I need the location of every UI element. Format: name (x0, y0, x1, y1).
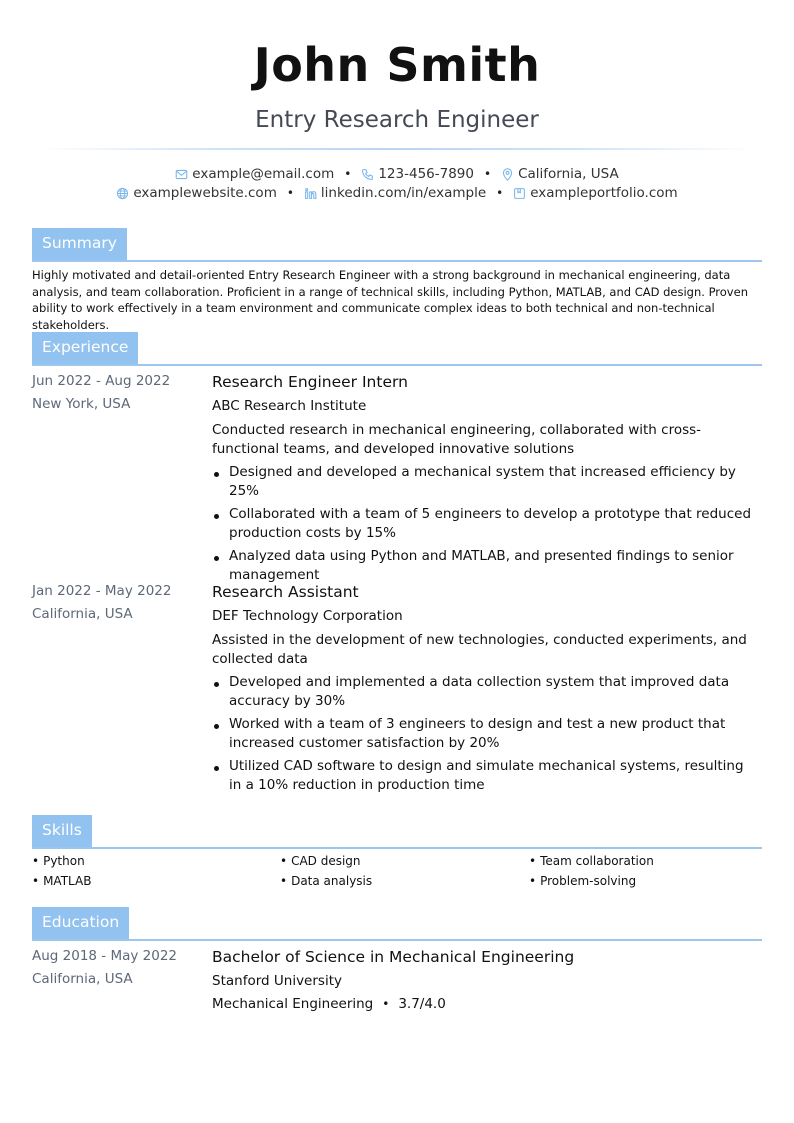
candidate-title: Entry Research Engineer (255, 107, 539, 133)
education-dates: Aug 2018 - May 2022 (32, 948, 178, 964)
list-item: Developed and implemented a data collection system that improved data accuracy by 30% (212, 673, 757, 711)
experience-heading: Experience (32, 332, 138, 364)
phone-icon (361, 168, 374, 181)
globe-icon (116, 187, 129, 200)
job-dates: Jun 2022 - Aug 2022 (32, 373, 171, 389)
contact-separator: • (344, 167, 352, 181)
location-text: California, USA (518, 166, 619, 182)
contact-website[interactable] (116, 185, 277, 201)
contact-portfolio[interactable] (513, 185, 677, 201)
job-location: New York, USA (32, 396, 131, 412)
portfolio-text: exampleportfolio.com (530, 185, 678, 201)
skill-item: • Problem-solving (529, 874, 636, 888)
contact-separator: • (496, 186, 504, 200)
job-bullets (212, 463, 757, 589)
education-location: California, USA (32, 971, 133, 987)
job-description: Assisted in the development of new technologies, conducted experiments, and collected data (212, 632, 747, 667)
summary-text: Highly motivated and detail-oriented Entry Research Engineer with a strong background in mechanical engineering, data analysis, and team collaboration. Proficient in a range of technical skills, including Python, MATLAB, and CAD design. Proven ability to work effectively in a team environment and communicate complex ideas to both technical and non-technical stakeholders. (32, 268, 748, 332)
website-text: examplewebsite.com (133, 185, 277, 201)
field-of-study: Mechanical Engineering (212, 996, 374, 1012)
job-location: California, USA (32, 606, 133, 622)
school-name: Stanford University (212, 973, 342, 989)
linkedin-icon (304, 187, 317, 200)
location-pin-icon (501, 168, 514, 181)
skill-item: • Python (32, 854, 85, 868)
education-section-header (32, 907, 762, 941)
contact-linkedin[interactable] (304, 185, 486, 201)
skill-item: • MATLAB (32, 874, 91, 888)
education-meta (212, 996, 446, 1012)
job-title: Research Engineer Intern (212, 373, 408, 391)
email-text: example@email.com (192, 166, 335, 182)
list-item: Collaborated with a team of 5 engineers to develop a prototype that reduced production costs by 15% (212, 505, 757, 543)
portfolio-icon (513, 187, 526, 200)
candidate-name: John Smith (253, 38, 541, 92)
meta-separator: • (382, 997, 390, 1011)
contact-email[interactable] (175, 166, 334, 182)
list-item: Analyzed data using Python and MATLAB, and presented findings to senior management (212, 547, 757, 585)
skill-item: • CAD design (280, 854, 361, 868)
linkedin-text: linkedin.com/in/example (320, 185, 487, 201)
job-description: Conducted research in mechanical engineering, collaborated with cross-functional teams, and developed innovative solutions (212, 422, 702, 457)
gpa: 3.7/4.0 (398, 996, 446, 1012)
skill-item: • Data analysis (280, 874, 372, 888)
contact-row-2 (0, 185, 794, 201)
contact-location (501, 166, 619, 182)
contact-separator: • (483, 167, 492, 181)
degree-title: Bachelor of Science in Mechanical Engineering (212, 948, 575, 966)
experience-section-header (32, 332, 762, 366)
skill-item: • Team collaboration (529, 854, 654, 868)
list-item: Worked with a team of 3 engineers to design and test a new product that increased customer satisfaction by 20% (212, 715, 757, 753)
job-dates: Jan 2022 - May 2022 (32, 583, 172, 599)
job-bullets (212, 673, 757, 799)
skills-section-header (32, 815, 762, 849)
phone-text: 123-456-7890 (378, 166, 474, 182)
list-item: Utilized CAD software to design and simulate mechanical systems, resulting in a 10% reduction in production time (212, 757, 757, 795)
list-item: Designed and developed a mechanical system that increased efficiency by 25% (212, 463, 757, 501)
mail-icon (175, 168, 188, 181)
skills-heading: Skills (32, 815, 92, 847)
job-company: ABC Research Institute (212, 398, 367, 414)
summary-heading: Summary (32, 228, 127, 260)
job-title: Research Assistant (212, 583, 359, 601)
contact-phone[interactable] (361, 166, 474, 182)
education-heading: Education (32, 907, 129, 939)
header-divider (40, 148, 754, 150)
contact-row-1 (0, 166, 794, 182)
contact-separator: • (286, 186, 294, 200)
summary-section-header (32, 228, 762, 262)
job-company: DEF Technology Corporation (212, 608, 403, 624)
